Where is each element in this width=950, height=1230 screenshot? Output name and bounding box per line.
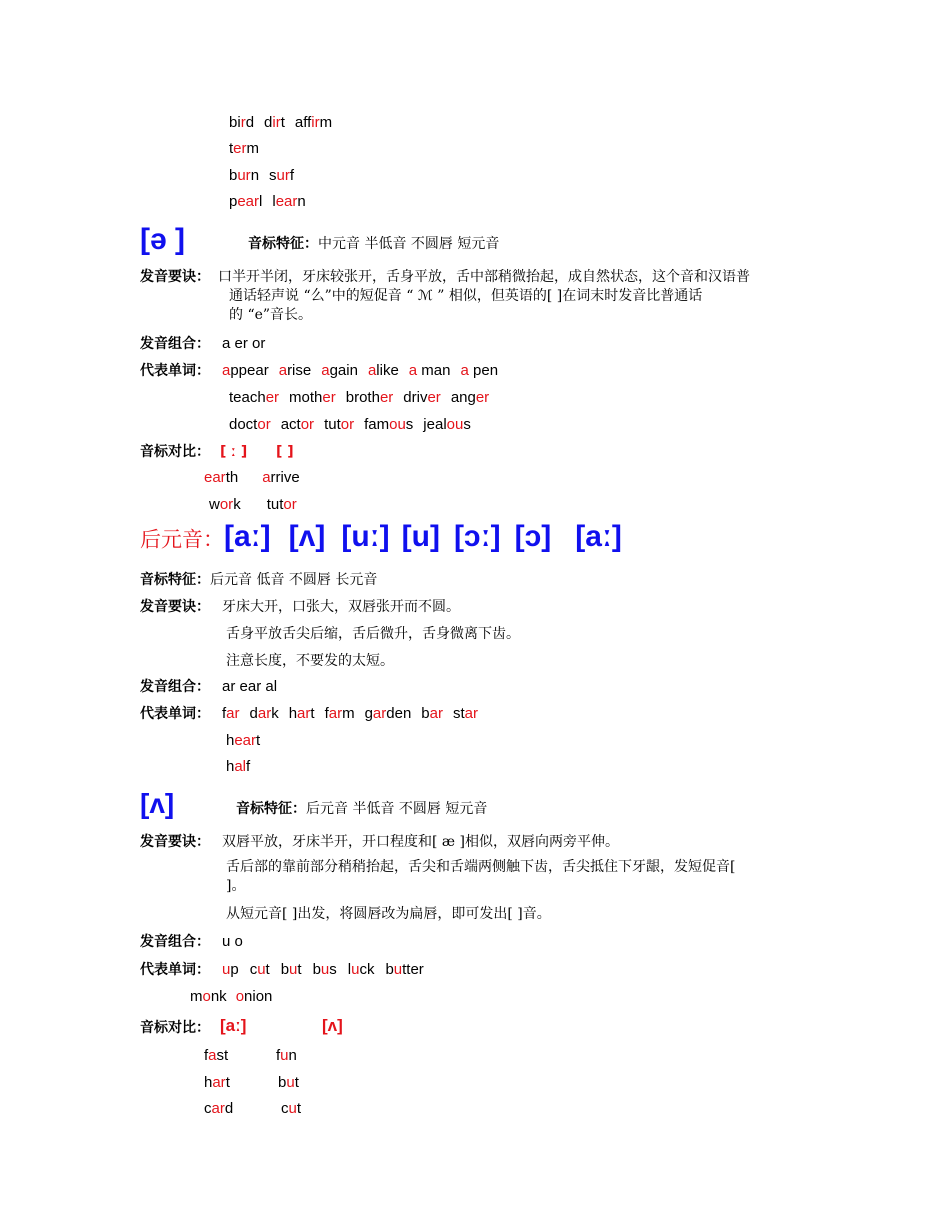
compare-word-right [278,1074,299,1092]
word-part: f [222,705,227,722]
example-word [222,705,240,722]
word-part: b [421,705,430,722]
tip-text: 牙床大开，口张大，双唇张开而不圆。 [222,599,460,615]
example-word [222,961,239,978]
example-word [346,389,394,406]
example-word [403,389,441,406]
combo-text: u o [222,933,243,950]
word-row [222,961,424,979]
word-part: st [216,1047,229,1064]
word-row [222,705,478,723]
word-part: l [272,193,276,210]
word-row [229,140,259,158]
example-word [204,1100,233,1117]
word-part: d [249,705,258,722]
example-word [281,416,314,433]
example-word [295,114,332,131]
highlighted-letters: u [288,1100,297,1117]
combo-text: a er or [222,335,266,352]
highlighted-letters: o [235,988,245,1005]
word-part: n [250,167,260,184]
example-word [348,961,375,978]
compare-symbol: [ ] [276,444,294,460]
highlighted-letters: ar [226,705,240,722]
highlighted-letters: al [234,758,247,775]
word-part: l [347,961,352,978]
word-part: bi [229,114,241,131]
highlighted-letters: ar [372,705,387,722]
word-part: rise [287,362,312,379]
highlighted-letters: o [202,988,211,1005]
word-part: t [294,1074,299,1091]
word-part: f [276,1047,281,1064]
word-part: ang [450,389,476,406]
highlighted-letters: er [265,389,280,406]
highlighted-letters: ar [211,1100,225,1117]
word-part: st [452,705,465,722]
word-row [209,496,297,514]
example-word [321,362,358,379]
example-word [262,469,300,486]
example-word [276,1047,297,1064]
example-word [264,114,285,131]
word-part: d [264,114,273,131]
word-part: f [289,167,295,184]
word-row [229,193,306,211]
feature-label: 音标特征： [236,801,306,817]
highlighted-letters: u [289,961,298,978]
tip-label: 发音要诀： [140,834,210,850]
word-row [229,167,294,185]
word-part: t [229,140,234,157]
highlighted-letters: a [408,362,418,379]
highlighted-letters: or [340,416,355,433]
example-word [461,362,499,379]
highlighted-letters: ou [389,416,406,433]
word-part: th [225,469,239,486]
word-part: pen [468,362,499,379]
word-part: n [288,1047,297,1064]
word-part: b [385,961,394,978]
example-word [226,758,250,775]
word-part: t [256,732,261,749]
back-vowels-title: 后元音： [140,527,224,552]
word-part: b [280,961,290,978]
highlighted-letters: u [351,961,360,978]
example-word [229,167,259,184]
word-row [226,758,250,776]
example-word [453,705,478,722]
word-part: t [310,705,315,722]
example-word [250,705,279,722]
highlighted-letters: ou [446,416,464,433]
compare-symbol: [aː] [220,1016,247,1035]
example-word [385,961,423,978]
word-part: tut [266,496,284,513]
highlighted-letters: ear [204,469,226,486]
example-word [409,362,451,379]
word-part: driv [403,389,428,406]
example-word [289,705,315,722]
highlighted-letters: ear [234,732,257,749]
example-word [229,193,262,210]
feature-row [236,800,487,818]
tip-text: 口半开半闭，牙床较张开，舌身平放，舌中部稍微抬起，成自然状态，这个音和汉语普 [218,269,750,285]
word-part: m [342,705,355,722]
word-part: act [280,416,301,433]
highlighted-letters: u [222,961,231,978]
highlighted-letters: ir [272,114,281,131]
word-part: m [190,988,203,1005]
feature-text: 后元音 低音 不圆唇 长元音 [210,572,378,588]
word-part: t [225,1074,230,1091]
feature-text: 后元音 半低音 不圆唇 短元音 [306,801,488,817]
highlighted-letters: ear [275,193,298,210]
word-part: p [230,961,239,978]
word-row [229,389,489,407]
highlighted-letters: or [300,416,315,433]
highlighted-letters: u [257,961,266,978]
example-word [365,705,412,722]
word-row [226,732,260,750]
tip-text: 通话轻声说 “么”中的短促音 “ ℳ ” 相似，但英语的[ ]在词末时发音比普通话 [229,288,703,304]
word-row [190,988,272,1006]
highlighted-letters: ar [212,1074,226,1091]
highlighted-letters: ar [257,705,272,722]
highlighted-letters: a [262,469,271,486]
word-part: nion [244,988,273,1005]
combo-label: 发音组合： [140,679,210,695]
word-part: teach [229,389,266,406]
word-part: h [204,1074,213,1091]
tip-text: 从短元音[ ]出发，将圆唇改为扁唇，即可发出[ ]音。 [226,906,551,922]
highlighted-letters: ar [297,705,311,722]
feature-row [248,235,499,253]
compare-symbol: [ʌ] [322,1016,343,1035]
example-word [229,416,271,433]
tip-text: 的 “e”音长。 [229,307,313,323]
example-word [229,114,254,131]
feature-label: 音标特征： [248,236,318,252]
word-part: fam [364,416,390,433]
word-part: jeal [423,416,447,433]
highlighted-letters: ar [429,705,443,722]
back-vowels-header [140,520,622,553]
word-part: s [269,167,277,184]
word-part: rrive [270,469,300,486]
word-part: b [278,1074,287,1091]
word-part: aff [294,114,312,131]
word-part: tut [324,416,341,433]
tip-text: 注意长度，不要发的太短。 [226,653,394,669]
word-part: c [204,1100,212,1117]
word-part: broth [345,389,380,406]
highlighted-letters: r [240,114,246,131]
example-word [204,469,238,486]
word-part: f [324,705,329,722]
word-part: gain [329,362,358,379]
compare-word-right [281,1100,301,1118]
highlighted-letters: or [219,496,234,513]
example-word [226,732,260,749]
example-word [423,416,471,433]
highlighted-letters: a [460,362,469,379]
highlighted-letters: u [280,1047,289,1064]
word-part: den [386,705,412,722]
highlighted-letters: u [393,961,403,978]
highlighted-letters: a [367,362,377,379]
example-word [281,1100,301,1117]
back-vowel-symbol: [ɔ] [514,520,552,553]
word-part: k [233,496,241,513]
example-word [451,389,489,406]
word-part: f [246,758,251,775]
highlighted-letters: er [427,389,441,406]
tip-text: 双唇平放，牙床半开，开口程度和[ æ ]相似，双唇向两旁平伸。 [222,834,619,850]
combo-label: 发音组合： [140,934,210,950]
example-word [250,961,270,978]
highlighted-letters: er [379,389,394,406]
feature-label: 音标特征： [140,572,210,588]
word-part: k [271,705,279,722]
combo-text: ar ear al [222,678,278,695]
word-part: m [246,140,260,157]
tip-label: 发音要诀： [140,269,210,285]
example-word [289,389,336,406]
highlighted-letters: er [475,389,490,406]
word-row [229,416,471,434]
highlighted-letters: a [222,362,231,379]
highlighted-letters: a [278,362,288,379]
word-part: man [417,362,451,379]
highlighted-letters: ear [237,193,260,210]
word-part: ck [359,961,375,978]
example-word [421,705,443,722]
word-part: g [364,705,373,722]
back-vowel-symbol: [ʌ] [288,520,326,553]
words-label: 代表单词： [140,962,210,978]
words-label: 代表单词： [140,706,210,722]
word-part: t [265,961,270,978]
word-part: b [312,961,321,978]
compare-symbol: [ ː ] [220,444,248,460]
back-vowel-symbol: [uː] [341,520,390,553]
example-word [236,988,273,1005]
word-part: d [245,114,255,131]
word-part: h [226,758,235,775]
word-part: l [259,193,263,210]
word-part: moth [289,389,323,406]
word-part: tter [402,961,424,978]
highlighted-letters: a [321,362,330,379]
word-part: like [376,362,399,379]
word-part: t [280,114,285,131]
example-word [190,988,227,1005]
highlighted-letters: ur [237,167,251,184]
word-part: n [297,193,306,210]
highlighted-letters: or [257,416,271,433]
word-part: nk [210,988,227,1005]
word-part: s [329,961,337,978]
example-word [278,1074,299,1091]
highlighted-letters: a [208,1047,217,1064]
phonetic-symbol-wedge: [ʌ] [140,788,175,819]
example-word [204,1074,230,1091]
example-word [229,140,259,157]
highlighted-letters: ar [328,705,343,722]
words-label: 代表单词： [140,363,210,379]
word-part: s [463,416,471,433]
tip-label: 发音要诀： [140,599,210,615]
tip-text: 舌后部的靠前部分稍稍抬起，舌尖和舌端两侧触下齿，舌尖抵住下牙龈，发短促音[ [226,859,736,875]
word-part: h [288,705,298,722]
word-row [204,469,300,487]
highlighted-letters: er [233,140,247,157]
example-word [325,705,355,722]
highlighted-letters: ar [464,705,478,722]
feature-row [140,571,377,589]
word-part: ppear [230,362,269,379]
example-word [267,496,297,513]
word-part: doct [229,416,258,433]
example-word [229,389,279,406]
word-part: h [226,732,235,749]
highlighted-letters: ur [276,167,290,184]
word-row [222,362,498,380]
word-part: w [209,496,220,513]
compare-label: 音标对比： [140,444,210,460]
tip-text: 舌身平放舌尖后缩，舌后微升，舌身微离下齿。 [226,626,520,642]
word-part: d [224,1100,234,1117]
feature-text: 中元音 半低音 不圆唇 短元音 [318,236,500,252]
highlighted-letters: u [320,961,330,978]
back-vowel-symbol: [aː] [575,520,622,553]
word-part: p [229,193,238,210]
phonetic-symbol-schwa: [ə ] [140,223,185,256]
word-part: b [229,167,238,184]
example-word [281,961,302,978]
example-word [269,167,294,184]
example-word [368,362,399,379]
combo-label: 发音组合： [140,336,210,352]
example-word [279,362,312,379]
back-vowel-symbol: [aː] [224,520,271,553]
highlighted-letters: u [286,1074,295,1091]
compare-word-right [276,1047,297,1065]
word-part: t [297,961,302,978]
example-word [222,362,269,379]
example-word [313,961,337,978]
highlighted-letters: er [322,389,336,406]
back-vowel-symbol: [ɔː] [453,520,501,553]
example-word [364,416,413,433]
word-part: t [296,1100,302,1117]
compare-word-left [204,1100,233,1118]
back-vowel-symbol: [u] [401,520,440,553]
word-row [229,114,332,132]
compare-word-left [204,1047,228,1065]
word-part: s [405,416,414,433]
example-word [272,193,305,210]
compare-label: 音标对比： [140,1020,210,1036]
back-vowel-symbols [224,520,622,553]
word-part: f [204,1047,209,1064]
example-word [324,416,354,433]
tip-text: ]。 [226,878,246,894]
word-part: c [249,961,258,978]
word-part: m [319,114,333,131]
highlighted-letters: ir [311,114,320,131]
highlighted-letters: or [283,496,297,513]
example-word [204,1047,228,1064]
compare-word-left [204,1074,230,1092]
word-part: c [281,1100,289,1117]
example-word [209,496,241,513]
